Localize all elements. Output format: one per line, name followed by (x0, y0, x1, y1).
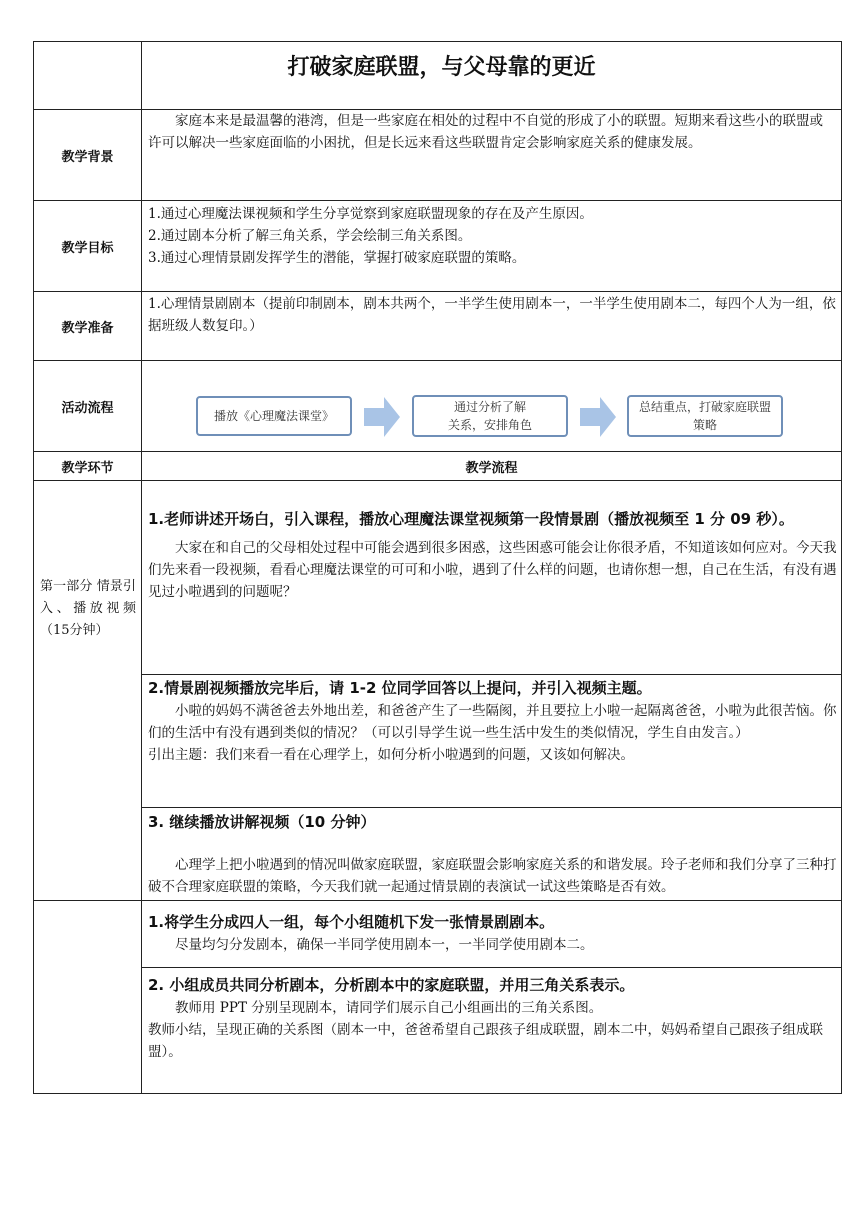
row-label-background: 教学背景 (61, 149, 114, 165)
page-title: 打破家庭联盟，与父母靠的更近 (287, 55, 596, 80)
header-stage: 教学环节 (61, 460, 114, 476)
flow-step-2: 通过分析了解 关系，安排角色 (412, 395, 568, 437)
part1-label: 第一部分 情景引入、播放视频（15分钟） (40, 579, 136, 638)
row-divider (33, 291, 842, 292)
flow-step-1: 播放《心理魔法课堂》 (196, 396, 352, 436)
table-border-bottom (33, 1093, 842, 1094)
part2-step-1: 1.将学生分成四人一组，每个小组随机下发一张情景剧剧本。 尽量均匀分发剧本，确保一半同学使用剧本一，一半同学使用剧本二。 (148, 913, 594, 953)
part2-step-2: 2. 小组成员共同分析剧本，分析剧本中的家庭联盟，并用三角关系表示。 教师用 PPT 分别呈现剧本，请同学们展示自己小组画出的三角关系图。 教师小结，呈现正确的关系图（剧本一中，爸爸希望自己跟孩子组成联盟，剧本二中，妈妈希望自己跟孩子组成联盟）。 (148, 976, 823, 1060)
table-border-right (841, 41, 842, 1094)
goal-item: 1.通过心理魔法课视频和学生分享觉察到家庭联盟现象的存在及产生原因。 (148, 206, 593, 222)
goals-list (148, 203, 836, 269)
goal-item: 2.通过剧本分析了解三角关系，学会绘制三角关系图。 (148, 228, 472, 244)
part1-step-2: 2.情景剧视频播放完毕后，请 1-2 位同学回答以上提问，并引入视频主题。 小啦的妈妈不满爸爸去外地出差，和爸爸产生了一些隔阂，并且要拉上小啦一起隔离爸爸，小啦为此很苦恼。你们的生活中有没有遇到类似的情况？（可以引导学生说一些生活中发生的类似情况，学生自由发言。） 引出主题：我们来看一看在心理学上，如何分析小啦遇到的问题，又该如何解决。 (148, 679, 837, 763)
row-divider (33, 200, 842, 201)
part1-step-3: 3. 继续播放讲解视频（10 分钟） 心理学上把小啦遇到的情况叫做家庭联盟，家庭联盟会影响家庭关系的和谐发展。玲子老师和我们分享了三种打破不合理家庭联盟的策略，今天我们就一起通过情景剧的表演试一试这些策略是否有效。 (148, 813, 837, 895)
row-divider (141, 807, 842, 808)
part1-step-1: 1.老师讲述开场白，引入课程，播放心理魔法课堂视频第一段情景剧（播放视频至 1 分 09 秒）。 大家在和自己的父母相处过程中可能会遇到很多困惑，这些困惑可能会让你很矛盾，不知道该如何应对。今天我们先来看一段视频，看看心理魔法课堂的可可和小啦，遇到了什么样的问题，也请你想一想，自己在生活，有没有遇见过小啦遇到的问题呢？ (148, 510, 837, 600)
row-label-goals: 教学目标 (61, 240, 114, 256)
flow-step-3: 总结重点，打破家庭联盟 策略 (627, 395, 783, 437)
row-divider (33, 900, 842, 901)
row-divider (141, 967, 842, 968)
column-divider (141, 41, 142, 1094)
row-divider (33, 360, 842, 361)
row-label-flow: 活动流程 (61, 400, 114, 416)
table-border-top (33, 41, 842, 42)
prep-text: 1.心理情景剧剧本（提前印制剧本，剧本共两个，一半学生使用剧本一，一半学生使用剧本二，每四个人为一组，依据班级人数复印。） (148, 296, 836, 334)
background-text: 家庭本来是最温馨的港湾，但是一些家庭在相处的过程中不自觉的形成了小的联盟。短期来看这些小的联盟或许可以解决一些家庭面临的小困扰，但是长远来看这些联盟肯定会影响家庭关系的健康发展。 (148, 113, 823, 151)
arrow-right-icon (580, 397, 616, 437)
row-divider (141, 674, 842, 675)
arrow-right-icon (364, 397, 400, 437)
row-label-prep: 教学准备 (61, 320, 114, 336)
goal-item: 3.通过心理情景剧发挥学生的潜能，掌握打破家庭联盟的策略。 (148, 250, 526, 266)
header-process: 教学流程 (465, 460, 518, 476)
row-divider (33, 480, 842, 481)
